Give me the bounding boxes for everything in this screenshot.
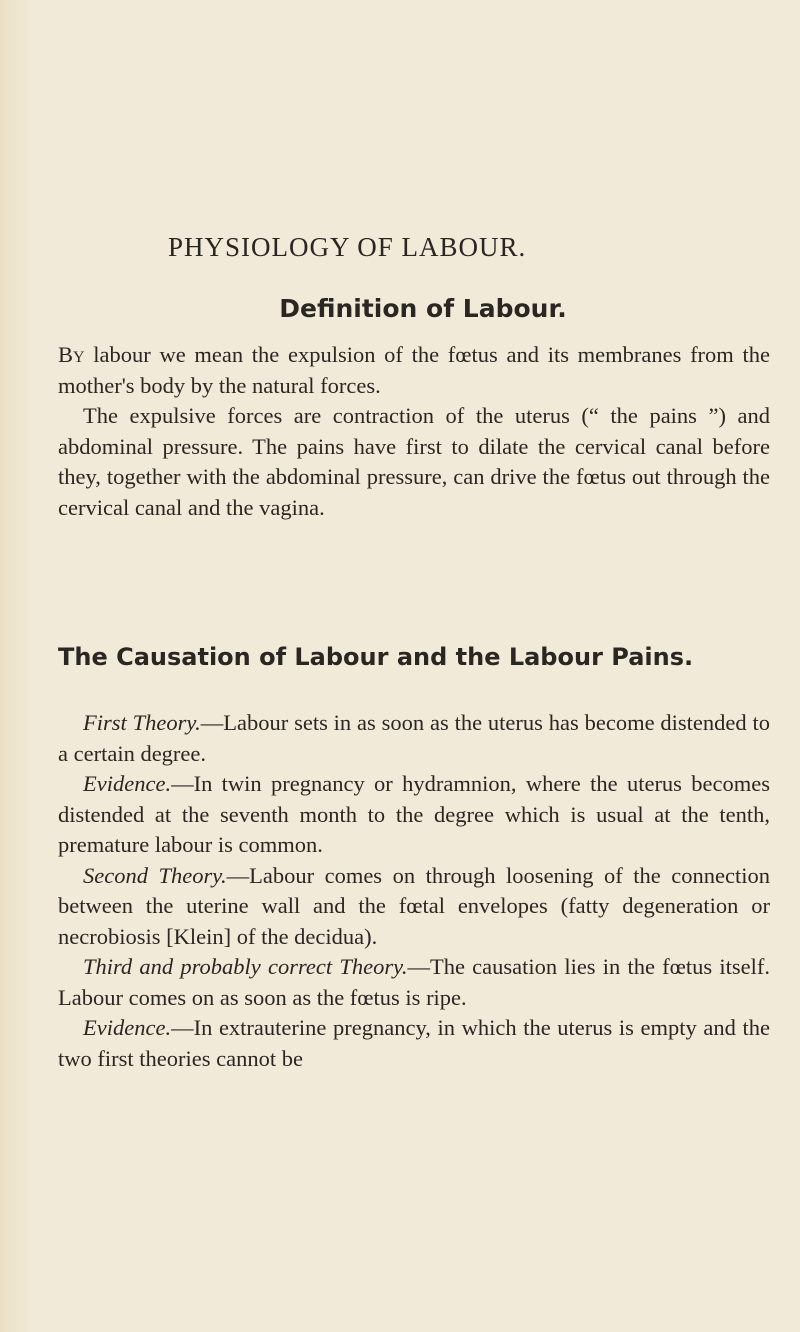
paragraph-label: First Theory.: [83, 710, 201, 735]
paragraph: [58, 1013, 770, 1074]
paragraph-label: Evidence.: [83, 1015, 172, 1040]
paragraph-text: —Labour sets in as soon as the uterus has become distended to a certain degree.: [58, 710, 770, 766]
paragraph: [58, 952, 770, 1013]
book-page: [48, 0, 772, 1332]
paragraph: [58, 769, 770, 861]
paragraph: [58, 340, 770, 401]
paragraph-text: —The causation lies in the fœtus itself. Labour comes on as soon as the fœtus is ripe.: [58, 954, 771, 1010]
paragraph-text: labour we mean the expulsion of the fœtus and its membranes from the mother's body by the natural forces.: [58, 342, 770, 398]
running-title: PHYSIOLOGY OF LABOUR.: [168, 232, 527, 262]
paragraph: The expulsive forces are contraction of the uterus (“ the pains ”) and abdominal pressure. The pains have first to dilate the cervical canal before they, together with the abdominal pressure, can drive the fœtus out through the cervical canal and the vagina.: [58, 403, 770, 520]
paragraph-label: Second Theory.: [83, 862, 227, 888]
causation-section-body: [58, 708, 770, 1074]
paragraph-label: Evidence.: [83, 771, 172, 796]
paragraph-lead: By: [58, 342, 85, 367]
paragraph-text: —In extrauterine pregnancy, in which the uterus is empty and the two first theories cannot be: [58, 1015, 770, 1071]
paragraph: [58, 861, 770, 953]
section-heading-causation: The Causation of Labour and the Labour Pains.: [58, 643, 694, 671]
paragraph-text: —In twin pregnancy or hydramnion, where the uterus becomes distended at the seventh month to the degree which is usual at the tenth, premature labour is common.: [58, 771, 770, 857]
paragraph: [58, 708, 770, 769]
definition-section-body: [58, 340, 770, 523]
section-heading-definition: Definition of Labour.: [279, 294, 567, 323]
paragraph-text: —Labour comes on through loosening of the connection between the uterine wall and the fœtal envelopes (fatty degeneration or necrobiosis [Klein] of the decidua).: [58, 862, 770, 949]
page-edge-shadow: [0, 0, 34, 1332]
paragraph-label: Third and probably correct Theory.: [83, 954, 408, 979]
